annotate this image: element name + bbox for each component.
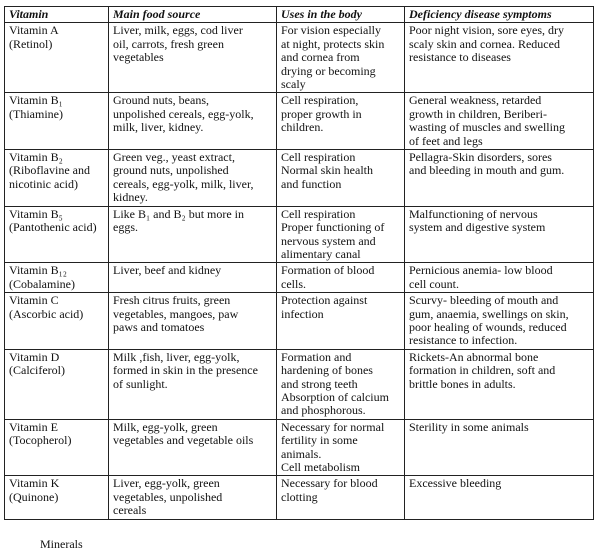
food-source-cell <box>109 23 277 93</box>
cell-text-line: Vitamin C <box>9 293 59 308</box>
cell-text-line: animals. <box>281 446 322 461</box>
cell-text-line: gum, anaemia, swellings on skin, <box>409 306 569 321</box>
cell-text-line: formed in skin in the presence <box>113 363 258 378</box>
cell-text-line: vegetables, unpolished <box>113 489 223 504</box>
cell-text-line: (Calciferol) <box>9 363 65 378</box>
cell-text-line: vegetables <box>113 50 164 65</box>
header-main-food-source: Main food source <box>109 7 277 23</box>
vitamin-name-cell <box>5 476 109 519</box>
vitamin-table <box>4 6 594 520</box>
vitamin-name-cell <box>5 150 109 207</box>
cell-text-line: Cell respiration <box>281 206 356 221</box>
deficiency-cell <box>405 349 594 419</box>
header-vitamin: Vitamin <box>5 7 109 23</box>
table-row <box>5 23 594 93</box>
uses-cell <box>277 263 405 293</box>
uses-cell <box>277 150 405 207</box>
cell-text-line: scaly skin and cornea. Reduced <box>409 36 560 51</box>
food-source-cell <box>109 476 277 519</box>
cell-text-line: Vitamin B₁ <box>9 93 63 108</box>
table-row <box>5 419 594 476</box>
cell-text-line: and strong teeth <box>281 376 358 391</box>
vitamin-name-cell <box>5 263 109 293</box>
cell-text-line: Protection against <box>281 293 368 308</box>
deficiency-cell <box>405 93 594 150</box>
table-row <box>5 476 594 519</box>
vitamin-name-cell <box>5 23 109 93</box>
cell-text-line: cereals <box>113 503 147 518</box>
cell-text-line: resistance to infection. <box>409 333 518 348</box>
cell-text-line: (Pantothenic acid) <box>9 220 97 235</box>
cell-text-line: Necessary for blood <box>281 476 378 491</box>
cell-text-line: cells. <box>281 276 306 291</box>
cell-text-line: Like B₁ and B₂ but more in <box>113 206 245 221</box>
cell-text-line: (Cobalamine) <box>9 276 75 291</box>
vitamin-name-cell <box>5 349 109 419</box>
cell-text-line: Cell metabolism <box>281 460 360 474</box>
cell-text-line: wasting of muscles and swelling <box>409 120 565 135</box>
cell-text-line: Fresh citrus fruits, green <box>113 293 231 308</box>
table-row <box>5 206 594 263</box>
cell-text-line: Absorption of calcium <box>281 389 389 404</box>
cell-text-line: Vitamin K <box>9 476 60 491</box>
cell-text-line: kidney. <box>113 190 148 205</box>
deficiency-cell <box>405 206 594 263</box>
table-row <box>5 150 594 207</box>
vitamin-name-cell <box>5 293 109 350</box>
cell-text-line: Green veg., yeast extract, <box>113 150 235 165</box>
uses-cell <box>277 23 405 93</box>
cell-text-line: children. <box>281 120 324 135</box>
food-source-cell <box>109 293 277 350</box>
vitamin-name-cell <box>5 419 109 476</box>
cell-text-line: of sunlight. <box>113 376 168 391</box>
food-source-cell <box>109 206 277 263</box>
cell-text-line: Milk ,fish, liver, egg-yolk, <box>113 349 240 364</box>
food-source-cell <box>109 150 277 207</box>
cell-text-line: system and digestive system <box>409 220 546 235</box>
cell-text-line: fertility in some <box>281 433 358 448</box>
cell-text-line: (Quinone) <box>9 489 59 504</box>
cell-text-line: eggs. <box>113 220 138 235</box>
cell-text-line: Liver, beef and kidney <box>113 263 222 278</box>
cell-text-line: Vitamin D <box>9 349 60 364</box>
deficiency-cell <box>405 263 594 293</box>
uses-cell <box>277 349 405 419</box>
cell-text-line: formation in children, soft and <box>409 363 556 378</box>
cell-text-line: brittle bones in adults. <box>409 376 516 391</box>
vitamin-name-cell <box>5 93 109 150</box>
cell-text-line: Ground nuts, beans, <box>113 93 209 108</box>
cell-text-line: clotting <box>281 489 318 504</box>
cell-text-line: Liver, egg-yolk, green <box>113 476 220 491</box>
food-source-cell <box>109 349 277 419</box>
cell-text-line: Pellagra-Skin disorders, sores <box>409 150 552 165</box>
cell-text-line: drying or becoming <box>281 63 376 78</box>
cell-text-line: at night, protects skin <box>281 36 385 51</box>
cell-text-line: milk, liver, kidney. <box>113 120 204 135</box>
cell-text-line: alimentary canal <box>281 246 361 261</box>
cell-text-line: (Riboflavine and <box>9 163 90 178</box>
cell-text-line: vegetables and vegetable oils <box>113 433 254 448</box>
cell-text-line: (Retinol) <box>9 36 53 51</box>
cell-text-line: For vision especially <box>281 23 381 38</box>
cell-text-line: Vitamin B₂ <box>9 150 63 165</box>
cell-text-line: paws and tomatoes <box>113 319 205 334</box>
cell-text-line: nervous system and <box>281 233 376 248</box>
cell-text-line: Vitamin A <box>9 23 59 38</box>
food-source-cell <box>109 419 277 476</box>
footnote-text: Minerals <box>40 537 83 551</box>
cell-text-line: and cornea from <box>281 50 360 65</box>
cell-text-line: growth in children, Beriberi- <box>409 106 547 121</box>
table-body <box>5 23 594 519</box>
cell-text-line: Proper functioning of <box>281 220 385 235</box>
cell-text-line: Formation of blood <box>281 263 375 278</box>
cell-text-line: Liver, milk, eggs, cod liver <box>113 23 243 38</box>
table-row <box>5 93 594 150</box>
vitamin-name-cell <box>5 206 109 263</box>
header-deficiency-symptoms: Deficiency disease symptoms <box>405 7 594 23</box>
cell-text-line: oil, carrots, fresh green <box>113 36 224 51</box>
cell-text-line: ground nuts, unpolished <box>113 163 229 178</box>
cell-text-line: nicotinic acid) <box>9 176 78 191</box>
deficiency-cell <box>405 150 594 207</box>
cell-text-line: Pernicious anemia- low blood <box>409 263 553 278</box>
cell-text-line: Excessive bleeding <box>409 476 502 491</box>
uses-cell <box>277 93 405 150</box>
cell-text-line: Cell respiration, <box>281 93 359 108</box>
cell-text-line: Malfunctioning of nervous <box>409 206 538 221</box>
uses-cell <box>277 293 405 350</box>
uses-cell <box>277 476 405 519</box>
cell-text-line: proper growth in <box>281 106 362 121</box>
food-source-cell <box>109 93 277 150</box>
cell-text-line: poor healing of wounds, reduced <box>409 319 567 334</box>
table-header-row <box>5 7 594 23</box>
uses-cell <box>277 206 405 263</box>
cell-text-line: Cell respiration <box>281 150 356 165</box>
cell-text-line: cell count. <box>409 276 459 291</box>
cell-text-line: cereals, egg-yolk, milk, liver, <box>113 176 254 191</box>
cell-text-line: Normal skin health <box>281 163 373 178</box>
cell-text-line: vegetables, mangoes, paw <box>113 306 239 321</box>
cell-text-line: Necessary for normal <box>281 419 385 434</box>
cell-text-line: Vitamin B₅ <box>9 206 63 221</box>
deficiency-cell <box>405 293 594 350</box>
cell-text-line: resistance to diseases <box>409 50 511 65</box>
cell-text-line: and phosphorous. <box>281 403 366 418</box>
cell-text-line: Vitamin E <box>9 419 58 434</box>
header-uses-in-body: Uses in the body <box>277 7 405 23</box>
deficiency-cell <box>405 419 594 476</box>
deficiency-cell <box>405 476 594 519</box>
deficiency-cell <box>405 23 594 93</box>
cell-text-line: General weakness, retarded <box>409 93 542 108</box>
cell-text-line: (Tocopherol) <box>9 433 72 448</box>
table-row <box>5 293 594 350</box>
cell-text-line: and bleeding in mouth and gum. <box>409 163 565 178</box>
cell-text-line: Milk, egg-yolk, green <box>113 419 218 434</box>
food-source-cell <box>109 263 277 293</box>
table-row <box>5 263 594 293</box>
cell-text-line: (Thiamine) <box>9 106 63 121</box>
cell-text-line: unpolished cereals, egg-yolk, <box>113 106 254 121</box>
cell-text-line: hardening of bones <box>281 363 373 378</box>
uses-cell <box>277 419 405 476</box>
cell-text-line: (Ascorbic acid) <box>9 306 84 321</box>
cell-text-line: infection <box>281 306 324 321</box>
table-row <box>5 349 594 419</box>
cell-text-line: scaly <box>281 77 306 92</box>
cell-text-line: Scurvy- bleeding of mouth and <box>409 293 559 308</box>
cell-text-line: of feet and legs <box>409 133 483 148</box>
cell-text-line: Vitamin B₁₂ <box>9 263 67 278</box>
cell-text-line: Poor night vision, sore eyes, dry <box>409 23 564 38</box>
cell-text-line: Rickets-An abnormal bone <box>409 349 539 364</box>
cell-text-line: Sterility in some animals <box>409 419 529 434</box>
cell-text-line: Formation and <box>281 349 352 364</box>
cell-text-line: and function <box>281 176 342 191</box>
